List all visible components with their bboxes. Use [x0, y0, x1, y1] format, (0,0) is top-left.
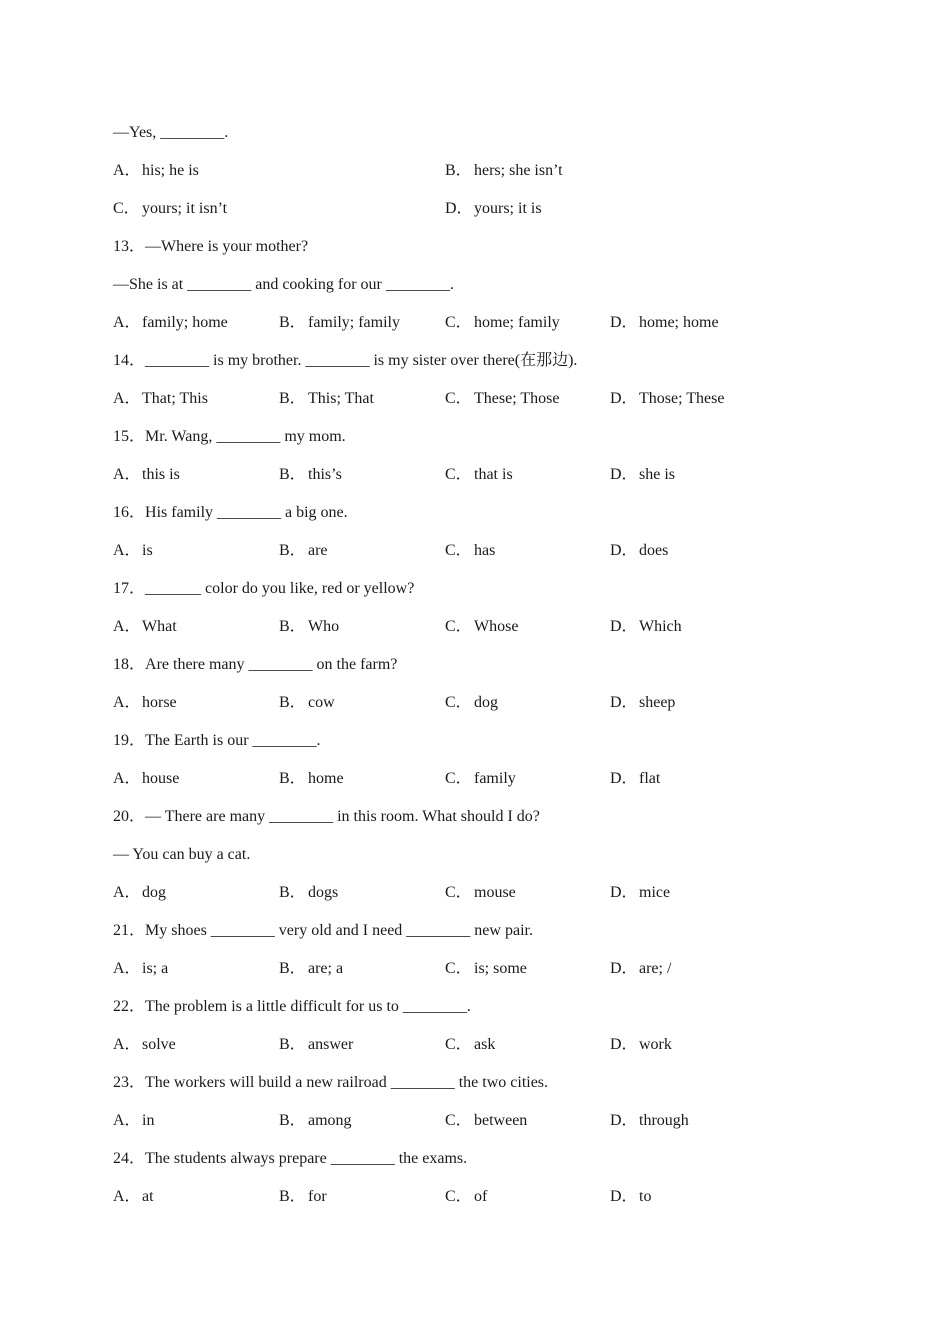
options-row — [113, 958, 833, 996]
option-b[interactable] — [279, 616, 339, 638]
question-stem — [113, 1148, 833, 1186]
option-letter: B． — [279, 1036, 306, 1053]
option-b[interactable] — [279, 388, 374, 410]
option-b[interactable] — [279, 540, 328, 562]
option-letter: A． — [113, 1188, 141, 1205]
option-letter: A． — [113, 618, 141, 635]
options-row — [113, 692, 833, 730]
option-a[interactable] — [113, 882, 166, 904]
option-letter: A． — [113, 694, 141, 711]
option-text: yours; it is — [474, 200, 542, 217]
question-stem — [113, 236, 833, 274]
options-row — [113, 388, 833, 426]
question-number: 14． — [113, 352, 146, 369]
option-letter: B． — [279, 694, 306, 711]
option-text: in — [142, 1112, 155, 1129]
option-letter: C． — [445, 390, 472, 407]
question-stem — [113, 806, 833, 844]
option-a[interactable] — [113, 1110, 154, 1132]
question-stem — [113, 654, 833, 692]
question-number: 23． — [113, 1074, 146, 1091]
question-number: 18． — [113, 656, 146, 673]
question-stem — [113, 426, 833, 464]
option-d[interactable] — [610, 1034, 672, 1056]
option-d[interactable] — [610, 958, 671, 980]
option-letter: B． — [279, 618, 306, 635]
question-number: 17． — [113, 580, 146, 597]
q12-answer-line: —Yes, ________. — [113, 124, 229, 141]
option-letter: D． — [610, 770, 638, 787]
question-text: His family ________ a big one. — [145, 504, 348, 521]
option-text: at — [142, 1188, 154, 1205]
question-text: The students always prepare ________ the exams. — [145, 1150, 468, 1167]
option-text: Who — [308, 618, 340, 635]
option-a[interactable] — [113, 1034, 176, 1056]
option-a[interactable] — [113, 616, 177, 638]
option-letter: B． — [279, 884, 306, 901]
question-text: ________ is my brother. ________ is my sister over there(在那边). — [145, 352, 578, 369]
option-letter: A． — [113, 314, 141, 331]
option-d[interactable] — [610, 692, 675, 714]
option-letter: D． — [610, 618, 638, 635]
q12-options-row1 — [113, 160, 833, 198]
option-d[interactable] — [610, 540, 668, 562]
question-text: Are there many ________ on the farm? — [145, 656, 398, 673]
option-a[interactable] — [113, 958, 168, 980]
question-number: 16． — [113, 504, 146, 521]
option-text: is; a — [142, 960, 169, 977]
option-letter: C． — [445, 542, 472, 559]
options-row — [113, 1110, 833, 1148]
option-letter: C． — [445, 1036, 472, 1053]
option-text: work — [639, 1036, 672, 1053]
option-text: house — [142, 770, 180, 787]
option-b[interactable] — [279, 958, 343, 980]
option-d[interactable] — [610, 464, 675, 486]
option-text: cow — [308, 694, 335, 711]
option-text: this’s — [308, 466, 342, 483]
option-text: family; home — [142, 314, 228, 331]
question-stem — [113, 350, 833, 388]
option-a[interactable] — [113, 540, 153, 562]
options-row — [113, 1034, 833, 1072]
option-c[interactable] — [445, 312, 560, 334]
option-d[interactable] — [610, 1110, 689, 1132]
question-text: The workers will build a new railroad ________ the two cities. — [145, 1074, 549, 1091]
option-letter: C． — [445, 960, 472, 977]
option-text: does — [639, 542, 669, 559]
option-d[interactable] — [610, 616, 682, 638]
option-text: Those; These — [639, 390, 725, 407]
option-letter: C． — [445, 1188, 472, 1205]
question-dialogue-line: — You can buy a cat. — [113, 846, 251, 863]
option-text: are — [308, 542, 328, 559]
question-number: 20． — [113, 808, 146, 825]
option-letter: C． — [445, 884, 472, 901]
options-row — [113, 882, 833, 920]
option-letter: A． — [113, 1036, 141, 1053]
option-c[interactable] — [445, 1186, 487, 1208]
option-text: for — [308, 1188, 327, 1205]
options-row — [113, 768, 833, 806]
option-text: she is — [639, 466, 675, 483]
option-b[interactable] — [279, 692, 335, 714]
option-letter: D． — [610, 542, 638, 559]
option-b[interactable] — [279, 312, 400, 334]
option-text: This; That — [308, 390, 374, 407]
option-letter: A． — [113, 542, 141, 559]
option-text: is; some — [474, 960, 527, 977]
option-letter: C． — [445, 618, 472, 635]
question-stem — [113, 578, 833, 616]
option-letter: B． — [279, 960, 306, 977]
option-c[interactable] — [445, 1110, 527, 1132]
option-letter: A． — [113, 770, 141, 787]
option-text: that is — [474, 466, 513, 483]
option-letter: D． — [610, 314, 638, 331]
question-number: 24． — [113, 1150, 146, 1167]
options-row — [113, 312, 833, 350]
options-row — [113, 1186, 833, 1224]
option-text: dogs — [308, 884, 339, 901]
option-b[interactable] — [279, 1034, 353, 1056]
options-row — [113, 616, 833, 654]
option-text: Whose — [474, 618, 519, 635]
option-letter: D． — [610, 694, 638, 711]
option-text: yours; it isn’t — [142, 200, 228, 217]
question-dialogue-line: —She is at ________ and cooking for our ________. — [113, 276, 454, 293]
option-letter: D． — [610, 1188, 638, 1205]
option-text: home — [308, 770, 344, 787]
question-number: 13． — [113, 238, 146, 255]
option-letter: A． — [113, 960, 141, 977]
option-a[interactable] — [113, 1186, 154, 1208]
option-c[interactable] — [445, 464, 513, 486]
question-stem — [113, 920, 833, 958]
option-c[interactable] — [445, 540, 495, 562]
option-text: hers; she isn’t — [474, 162, 563, 179]
option-text: among — [308, 1112, 352, 1129]
option-text: of — [474, 1188, 488, 1205]
option-text: dog — [474, 694, 498, 711]
option-text: are; a — [308, 960, 344, 977]
option-text: family — [474, 770, 516, 787]
question-text: —Where is your mother? — [145, 238, 309, 255]
q12-option-d[interactable] — [445, 198, 542, 220]
question-text: Mr. Wang, ________ my mom. — [145, 428, 346, 445]
option-d[interactable] — [610, 388, 724, 410]
option-text: is — [142, 542, 153, 559]
option-letter: A． — [113, 466, 141, 483]
option-text: What — [142, 618, 177, 635]
option-c[interactable] — [445, 882, 516, 904]
option-letter: A． — [113, 884, 141, 901]
question-text: _______ color do you like, red or yellow? — [145, 580, 415, 597]
option-text: through — [639, 1112, 689, 1129]
option-text: ask — [474, 1036, 496, 1053]
option-letter: C． — [445, 1112, 472, 1129]
q12-option-c[interactable] — [113, 198, 227, 220]
option-text: family; family — [308, 314, 400, 331]
option-text: dog — [142, 884, 166, 901]
option-letter: C． — [445, 466, 472, 483]
option-c[interactable] — [445, 388, 559, 410]
option-text: These; Those — [474, 390, 560, 407]
option-c[interactable] — [445, 692, 498, 714]
option-text: Which — [639, 618, 682, 635]
option-text: mouse — [474, 884, 516, 901]
option-text: flat — [639, 770, 661, 787]
option-letter: D． — [610, 390, 638, 407]
q12-option-b[interactable] — [445, 160, 563, 182]
option-letter: A． — [113, 1112, 141, 1129]
option-text: mice — [639, 884, 671, 901]
option-letter: B． — [279, 1188, 306, 1205]
option-a[interactable] — [113, 464, 180, 486]
option-d[interactable] — [610, 882, 670, 904]
option-text: answer — [308, 1036, 354, 1053]
question-stem — [113, 502, 833, 540]
option-letter: B． — [279, 542, 306, 559]
option-letter: B． — [279, 314, 306, 331]
q12-option-a[interactable] — [113, 160, 199, 182]
option-text: sheep — [639, 694, 676, 711]
option-letter: B． — [279, 390, 306, 407]
option-letter: B． — [279, 770, 306, 787]
question-list — [113, 122, 833, 1224]
option-letter: B． — [445, 162, 472, 179]
option-letter: C． — [113, 200, 140, 217]
option-d[interactable] — [610, 1186, 651, 1208]
option-text: solve — [142, 1036, 176, 1053]
option-letter: D． — [610, 1112, 638, 1129]
question-text: The Earth is our ________. — [145, 732, 321, 749]
option-text: home; home — [639, 314, 719, 331]
question-number: 22． — [113, 998, 146, 1015]
option-text: home; family — [474, 314, 560, 331]
option-letter: D． — [610, 960, 638, 977]
option-letter: D． — [445, 200, 473, 217]
option-letter: A． — [113, 162, 141, 179]
question-text: My shoes ________ very old and I need ________ new pair. — [145, 922, 533, 939]
question-stem — [113, 730, 833, 768]
option-text: to — [639, 1188, 652, 1205]
option-letter: D． — [610, 1036, 638, 1053]
option-text: has — [474, 542, 496, 559]
option-b[interactable] — [279, 768, 344, 790]
question-stem — [113, 1072, 833, 1110]
option-letter: B． — [279, 466, 306, 483]
options-row — [113, 540, 833, 578]
option-b[interactable] — [279, 464, 342, 486]
option-b[interactable] — [279, 882, 338, 904]
option-text: are; / — [639, 960, 672, 977]
question-number: 15． — [113, 428, 146, 445]
q12-options-row2 — [113, 198, 833, 236]
question-stem — [113, 996, 833, 1034]
option-b[interactable] — [279, 1186, 327, 1208]
option-letter: D． — [610, 884, 638, 901]
option-d[interactable] — [610, 768, 660, 790]
option-text: his; he is — [142, 162, 199, 179]
option-text: That; This — [142, 390, 208, 407]
option-a[interactable] — [113, 388, 208, 410]
question-text: The problem is a little difficult for us to ________. — [145, 998, 471, 1015]
option-c[interactable] — [445, 616, 518, 638]
option-letter: C． — [445, 694, 472, 711]
option-letter: D． — [610, 466, 638, 483]
option-a[interactable] — [113, 768, 179, 790]
question-text: — There are many ________ in this room. What should I do? — [145, 808, 540, 825]
option-d[interactable] — [610, 312, 719, 334]
option-c[interactable] — [445, 958, 527, 980]
option-c[interactable] — [445, 1034, 495, 1056]
option-c[interactable] — [445, 768, 516, 790]
option-letter: A． — [113, 390, 141, 407]
option-letter: B． — [279, 1112, 306, 1129]
option-a[interactable] — [113, 692, 177, 714]
option-letter: C． — [445, 314, 472, 331]
question-number: 19． — [113, 732, 146, 749]
options-row — [113, 464, 833, 502]
question-number: 21． — [113, 922, 146, 939]
option-letter: C． — [445, 770, 472, 787]
option-b[interactable] — [279, 1110, 352, 1132]
option-text: this is — [142, 466, 180, 483]
option-a[interactable] — [113, 312, 228, 334]
option-text: horse — [142, 694, 177, 711]
option-text: between — [474, 1112, 528, 1129]
